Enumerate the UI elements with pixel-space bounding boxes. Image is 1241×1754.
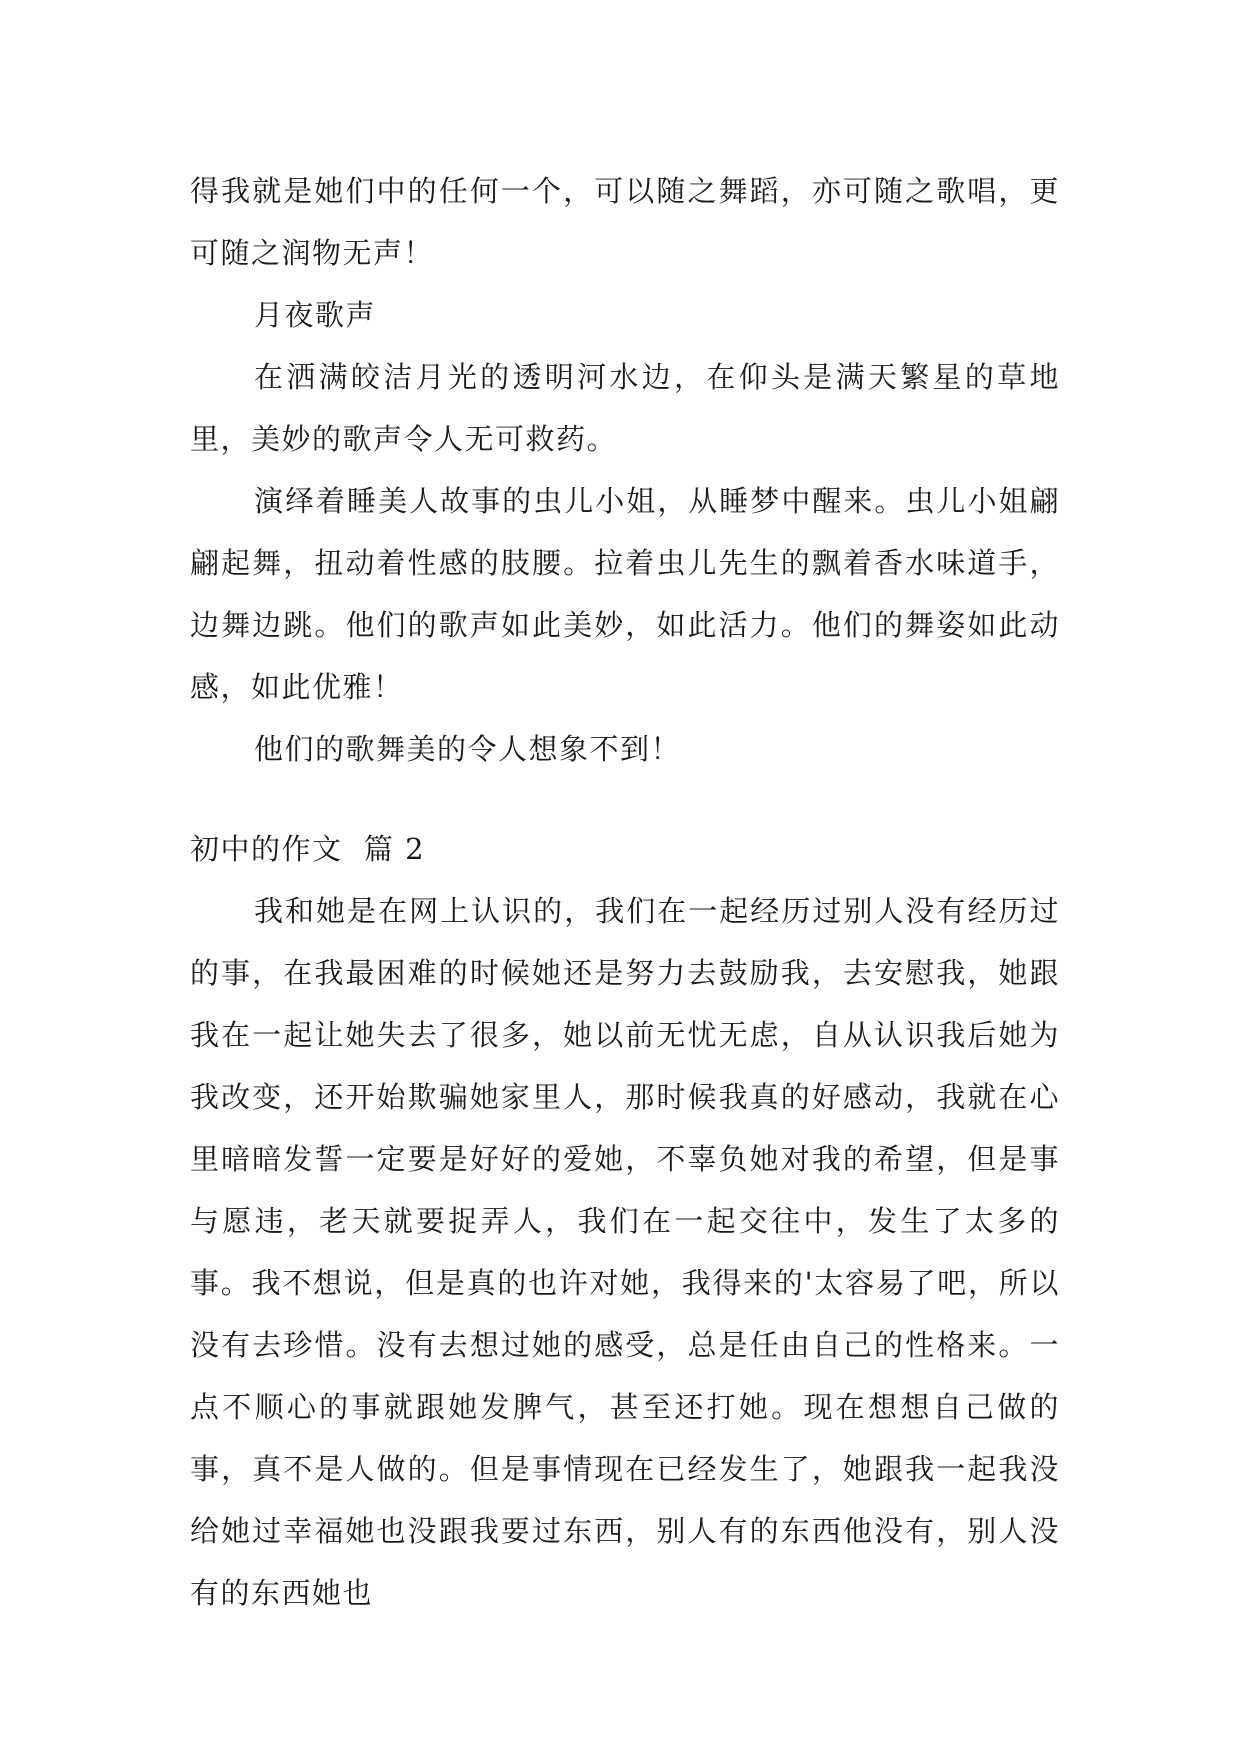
paragraph: 我和她是在网上认识的，我们在一起经历过别人没有经历过的事，在我最困难的时候她还是努力去鼓励我，去安慰我，她跟我在一起让她失去了很多，她以前无忧无虑，自从认识我后她为我改变，还开始欺骗她家里人，那时候我真的好感动，我就在心里暗暗发誓一定要是好好的爱她，不辜负她对我的希望，但是事与愿违，老天就要捉弄人，我们在一起交往中，发生了太多的事。我不想说，但是真的也许对她，我得来的'太容易了吧，所以没有去珍惜。没有去想过她的感受，总是任由自己的性格来。一点不顺心的事就跟她发脾气，甚至还打她。现在想想自己做的事，真不是人做的。但是事情现在已经发生了，她跟我一起我没给她过幸福她也没跟我要过东西，别人有的东西他没有，别人没有的东西她也	[190, 894, 1060, 1610]
paragraph-continuation: 得我就是她们中的任何一个，可以随之舞蹈，亦可随之歌唱，更可随之润物无声！	[190, 174, 1060, 270]
paragraph: 在洒满皎洁月光的透明河水边，在仰头是满天繁星的草地里，美妙的歌声令人无可救药。	[190, 360, 1060, 456]
document-page	[190, 160, 1060, 1624]
poem-title: 月夜歌声	[254, 298, 377, 332]
paragraph: 演绎着睡美人故事的虫儿小姐，从睡梦中醒来。虫儿小姐翩翩起舞，扭动着性感的肢腰。拉着虫儿先生的飘着香水味道手，边舞边跳。他们的歌声如此美妙，如此活力。他们的舞姿如此动感，如此优雅！	[190, 484, 1060, 704]
paragraph: 他们的歌舞美的令人想象不到！	[254, 732, 682, 766]
section-heading: 初中的作文 篇 2	[190, 832, 426, 866]
section-spacer	[190, 780, 1060, 818]
